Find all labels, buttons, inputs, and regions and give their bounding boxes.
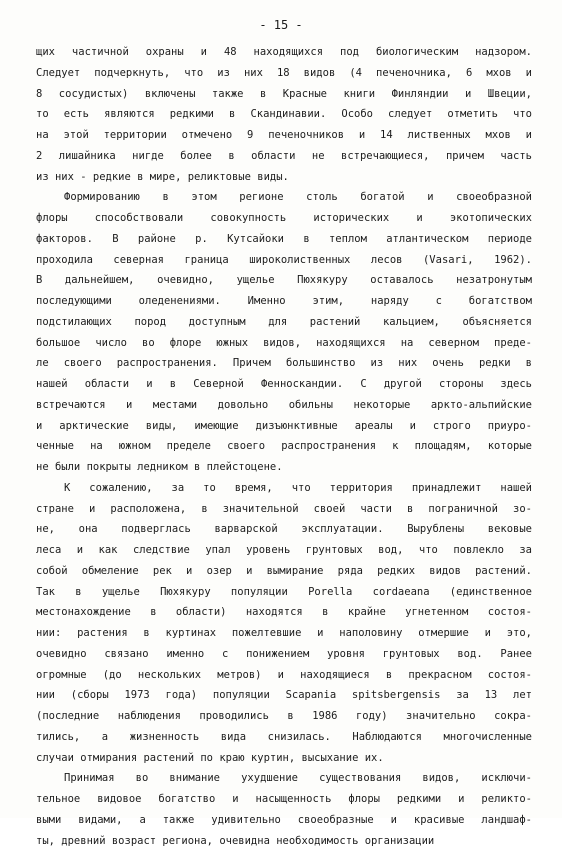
text-line: на этой территории отмечено 9 печеночников и 14 лиственных мхов и <box>36 125 532 146</box>
text-line: факторов. В районе р. Кутсайоки в теплом атлантическом периоде <box>36 229 532 250</box>
text-line: нии: растения в куртинах пожелтевшие и наполовину отмершие и это, <box>36 623 532 644</box>
text-line: 8 сосудистых) включены также в Красные книги Финляндии и Швеции, <box>36 84 532 105</box>
text-line: стране и расположена, в значительной своей части в пограничной зо- <box>36 499 532 520</box>
paragraph <box>36 768 532 851</box>
text-line: В дальнейшем, очевидно, ущелье Пюхякуру оставалось незатронутым <box>36 270 532 291</box>
text-line: нии (сборы 1973 года) популяции Scapania spitsbergensis за 13 лет <box>36 685 532 706</box>
text-line: случаи отмирания растений по краю куртин, высыхание их. <box>36 748 532 769</box>
text-line: встречаются и местами довольно обильны некоторые аркто-альпийские <box>36 395 532 416</box>
text-line: собой обмеление рек и озер и вымирание ряда редких видов растений. <box>36 561 532 582</box>
text-line: ты, древний возраст региона, очевидна необходимость организации <box>36 831 532 851</box>
text-line: и арктические виды, имеющие дизъюнктивные ареалы и строго приуро- <box>36 416 532 437</box>
paragraph <box>36 42 532 187</box>
text-line: Так в ущелье Пюхякуру популяции Porella cordaeana (единственное <box>36 582 532 603</box>
text-line: огромные (до нескольких метров) и находящиеся в прекрасном состоя- <box>36 665 532 686</box>
text-line: не были покрыты ледником в плейстоцене. <box>36 457 532 478</box>
text-line: то есть являются редкими в Скандинавии. Особо следует отметить что <box>36 104 532 125</box>
text-line: Принимая во внимание ухудшение существования видов, исключи- <box>36 768 532 789</box>
text-line: ченные на южном пределе своего распространения к площадям, которые <box>36 436 532 457</box>
text-line: (последние наблюдения проводились в 1986 году) значительно сокра- <box>36 706 532 727</box>
body-text <box>36 42 532 851</box>
paragraph <box>36 187 532 478</box>
text-line: тились, а жизненность вида снизилась. Наблюдаются многочисленные <box>36 727 532 748</box>
text-line: большое число во флоре южных видов, находящихся на северном преде- <box>36 333 532 354</box>
text-line: Формированию в этом регионе столь богатой и своеобразной <box>36 187 532 208</box>
text-line: из них - редкие в мире, реликтовые виды. <box>36 167 532 188</box>
text-line: тельное видовое богатство и насыщенность флоры редкими и реликто- <box>36 789 532 810</box>
text-line: 2 лишайника нигде более в области не встречающиеся, причем часть <box>36 146 532 167</box>
text-line: не, она подверглась варварской эксплуатации. Вырублены вековые <box>36 519 532 540</box>
page-number: - 15 - <box>0 18 562 32</box>
text-line: леса и как следствие упал уровень грунтовых вод, что повлекло за <box>36 540 532 561</box>
text-line: проходила северная граница широколиственных лесов (Vasari, 1962). <box>36 250 532 271</box>
text-line: выми видами, а также удивительно своеобразные и красивые ландшаф- <box>36 810 532 831</box>
text-line: Следует подчеркнуть, что из них 18 видов (4 печеночника, 6 мхов и <box>36 63 532 84</box>
text-line: подстилающих пород доступным для растений кальцием, объясняется <box>36 312 532 333</box>
text-line: нашей области и в Северной Фенноскандии. С другой стороны здесь <box>36 374 532 395</box>
text-line: очевидно связано именно с понижением уровня грунтовых вод. Ранее <box>36 644 532 665</box>
text-line: местонахождение в области) находятся в крайне угнетенном состоя- <box>36 602 532 623</box>
text-line: ле своего распространения. Причем большинство из них очень редки в <box>36 353 532 374</box>
text-line: последующими оледенениями. Именно этим, наряду с богатством <box>36 291 532 312</box>
text-line: щих частичной охраны и 48 находящихся под биологическим надзором. <box>36 42 532 63</box>
text-line: К сожалению, за то время, что территория принадлежит нашей <box>36 478 532 499</box>
text-line: флоры способствовали совокупность исторических и экотопических <box>36 208 532 229</box>
paragraph <box>36 478 532 769</box>
